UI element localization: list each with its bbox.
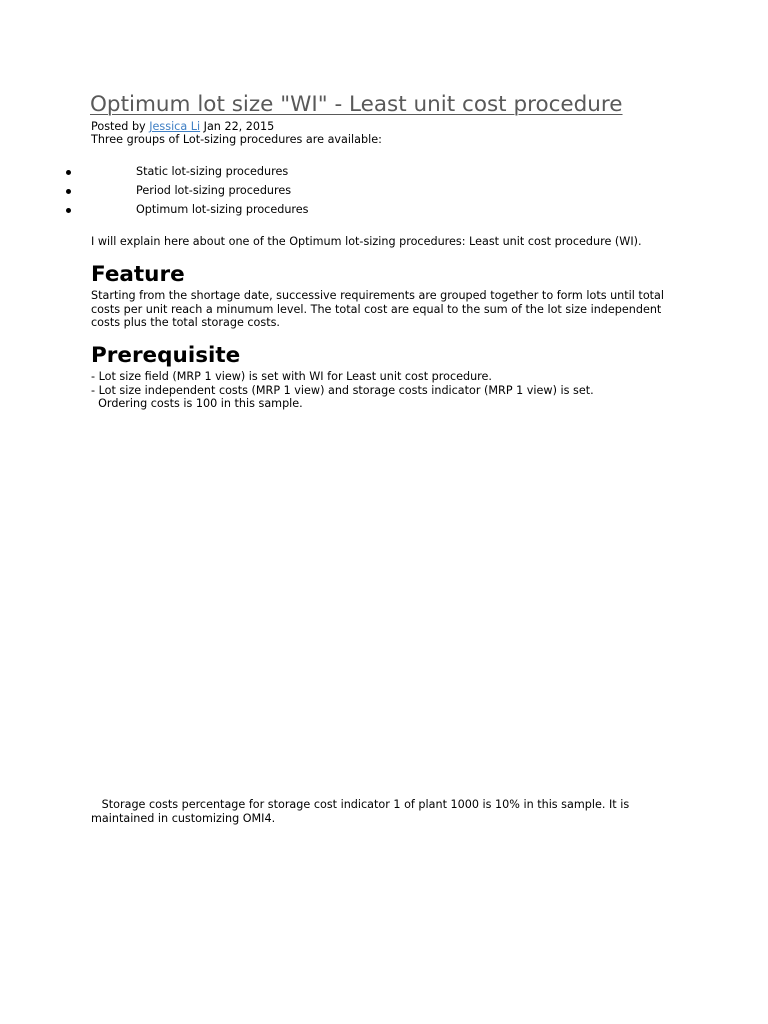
paragraph-line: Storage costs percentage for storage cost indicator 1 of plant 1000 is 10% in this sample. It is (91, 798, 630, 811)
list-item-label: Period lot-sizing procedures (136, 184, 292, 198)
paragraph-line: Ordering costs is 100 in this sample. (91, 397, 303, 410)
post-date: Jan 22, 2015 (200, 120, 275, 133)
bullet-icon (66, 170, 71, 175)
list-item-label: Static lot-sizing procedures (136, 165, 289, 178)
paragraph-line: costs plus the total storage costs. (91, 316, 280, 329)
post-meta (91, 120, 274, 134)
list-item-label: Optimum lot-sizing procedures (136, 203, 309, 217)
procedure-list (0, 163, 500, 221)
posted-by-label: Posted by (91, 120, 150, 133)
document-title: Optimum lot size "WI" - Least unit cost procedure (90, 92, 623, 117)
list-item (0, 182, 500, 201)
paragraph-line: Starting from the shortage date, successive requirements are grouped together to form lots until total (91, 289, 665, 302)
paragraph-line: - Lot size field (MRP 1 view) is set with WI for Least unit cost procedure. (91, 370, 492, 383)
list-item (0, 163, 500, 182)
explanation-text: I will explain here about one of the Optimum lot-sizing procedures: Least unit cost procedure (WI). (91, 235, 642, 248)
paragraph-line: costs per unit reach a minumum level. The total cost are equal to the sum of the lot size independent (91, 302, 662, 316)
feature-heading: Feature (91, 262, 185, 287)
paragraph-line: maintained in customizing OMI4. (91, 811, 276, 825)
intro-text: Three groups of Lot-sizing procedures are available: (91, 133, 382, 146)
storage-paragraph (91, 798, 691, 825)
feature-paragraph (91, 289, 691, 330)
bullet-icon (66, 208, 71, 213)
author-link[interactable]: Jessica Li (149, 120, 201, 133)
paragraph-line: - Lot size independent costs (MRP 1 view) and storage costs indicator (MRP 1 view) is set. (91, 383, 594, 397)
list-item (0, 201, 500, 220)
bullet-icon (66, 189, 71, 194)
prerequisite-paragraph (91, 370, 691, 411)
prerequisite-heading: Prerequisite (91, 343, 241, 368)
